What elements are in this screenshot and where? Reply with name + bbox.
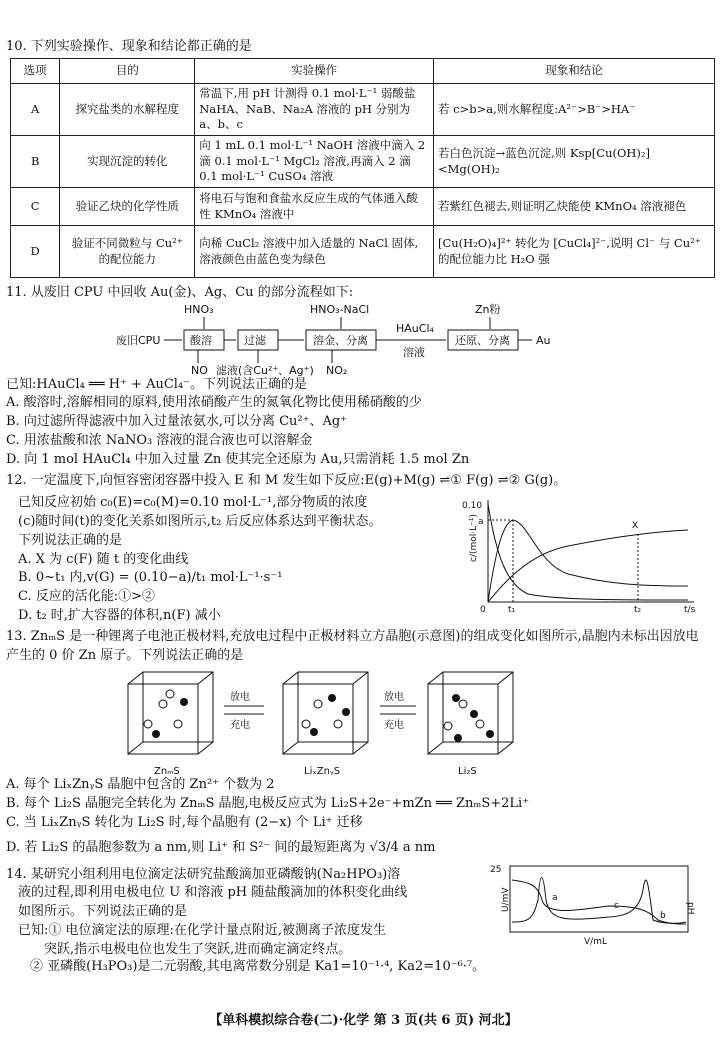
- flow-box-2-label: 过滤: [244, 334, 266, 347]
- q12-line: 已知反应初始 c₀(E)=c₀(M)=0.10 mol·L⁻¹,部分物质的浓度: [18, 495, 368, 510]
- flow-end: Au: [536, 334, 551, 347]
- cell-2-label: LiₓZnᵧS: [304, 766, 341, 777]
- q13-options: [6, 776, 718, 857]
- row-goal: 验证不同微粒与 Cu²⁺ 的配位能力: [60, 226, 195, 278]
- flow-start: 废旧CPU: [116, 334, 161, 347]
- row-operation: 向 1 mL 0.1 mol·L⁻¹ NaOH 溶液中滴入 2 滴 0.1 mol·L⁻¹ MgCl₂ 溶液,再滴入 2 滴 0.1 mol·L⁻¹ CuSO₄ 溶液: [195, 136, 434, 188]
- chart-xtick-0: 0: [480, 605, 486, 615]
- q11-known: 已知:HAuCl₄ ══ H⁺ + AuCl₄⁻。下列说法正确的是: [6, 377, 308, 392]
- q13-stem: 13. ZnₘS 是一种锂离子电池正极材料,充放电过程中正极材料立方晶胞(示意图)的组成变化如图所示,晶胞内未标出因放电产生的 0 价 Zn 原子。下列说法正确的是: [6, 629, 699, 663]
- recycling-flowchart: [100, 300, 570, 380]
- flow-reagent-4: Zn粉: [475, 303, 501, 316]
- q14-point-c: c: [614, 901, 619, 911]
- q12-line: (c)随时间(t)的变化关系如图所示,t₂ 后反应体系达到平衡状态。: [18, 513, 382, 529]
- flow-box-4-label: 还原、分离: [455, 334, 510, 347]
- q14-chart-y2label: pH: [685, 902, 695, 915]
- header-operation: 实验操作: [195, 59, 434, 84]
- table-row: [11, 226, 715, 278]
- flow-bottom-2: 滤液(含Cu²⁺、Ag⁺): [216, 364, 314, 377]
- page-footer: 【单科模拟综合卷(二)·化学 第 3 页(共 6 页) 河北】: [209, 1013, 518, 1028]
- q14-chart-ytick: 25: [490, 865, 502, 875]
- table-row: [11, 188, 715, 226]
- arrow1-bottom: 充电: [230, 720, 250, 731]
- row-option: C: [11, 188, 60, 226]
- row-option: A: [11, 84, 60, 136]
- arrow2-top: 放电: [384, 692, 404, 703]
- q11-option-b: B. 向过滤所得滤液中加入过量浓氨水,可以分离 Cu²⁺、Ag⁺: [6, 413, 348, 429]
- q14-text: [18, 884, 488, 959]
- row-result: 若 c>b>a,则水解程度:A²⁻>B⁻>HA⁻: [433, 84, 714, 136]
- table-row: [11, 84, 715, 136]
- cell-2-front: [283, 684, 353, 754]
- row-goal: 实现沉淀的转化: [60, 136, 195, 188]
- q14-point-a: a: [552, 893, 558, 903]
- q13-option-b: B. 每个 Li₂S 晶胞完全转化为 ZnₘS 晶胞,电极反应式为 Li₂S+2e⁻+mZn ══ ZnₘS+2Li⁺: [6, 795, 530, 811]
- q11-option-a: A. 酸溶时,溶解相同的原料,使用浓硝酸产生的氮氧化物比使用稀硝酸的少: [6, 395, 422, 410]
- chart-xtick-t2: t₂: [634, 605, 642, 615]
- flow-reagent-1: HNO₃: [184, 303, 214, 316]
- cell-3-front: [428, 684, 498, 754]
- q14-line: 如图所示。下列说法正确的是: [18, 903, 188, 919]
- table-header-row: [11, 59, 715, 84]
- chart-ylabel: c/(mol·L⁻¹): [469, 513, 479, 562]
- row-result: 若紫红色褪去,则证明乙炔能使 KMnO₄ 溶液褪色: [433, 188, 714, 226]
- chart-xlabel: t/s: [684, 605, 696, 615]
- q14-line: 液的过程,即利用电极电位 U 和溶液 pH 随盐酸滴加的体积变化曲线: [18, 885, 408, 900]
- header-result: 现象和结论: [433, 59, 714, 84]
- flow-mid-label-2: 溶液: [403, 346, 425, 359]
- q13-option-a: A. 每个 LiₓZnᵧS 晶胞中包含的 Zn²⁺ 个数为 2: [6, 777, 275, 792]
- row-result: [Cu(H₂O)₄]²⁺ 转化为 [CuCl₄]²⁻,说明 Cl⁻ 与 Cu²⁺ 的配位能力比 H₂O 强: [433, 226, 714, 278]
- cell-3-label: Li₂S: [458, 766, 477, 777]
- q10-stem: 10. 下列实验操作、现象和结论都正确的是: [6, 39, 252, 54]
- q14-chart-ylabel: U/mV: [501, 887, 511, 912]
- crystal-cell-diagram: [118, 664, 518, 780]
- experiment-table: [10, 58, 715, 278]
- q13-option-c: C. 当 LiₓZnᵧS 转化为 Li₂S 时,每个晶胞有 (2−x) 个 Li⁺ 迁移: [6, 814, 363, 830]
- flow-bottom-3: NO₂: [326, 364, 348, 377]
- row-operation: 常温下,用 pH 计测得 0.1 mol·L⁻¹ 弱酸盐 NaHA、NaB、Na₂A 溶液的 pH 分别为 a、b、c: [195, 84, 434, 136]
- row-operation: 向稀 CuCl₂ 溶液中加入适量的 NaCl 固体,溶液颜色由蓝色变为绿色: [195, 226, 434, 278]
- q12-line: 下列说法正确的是: [18, 532, 123, 548]
- table-row: [11, 136, 715, 188]
- q14-line: 突跃,指示电极电位也发生了突跃,进而确定滴定终点。: [44, 941, 352, 957]
- q11-options: [6, 394, 718, 469]
- header-goal: 目的: [60, 59, 195, 84]
- q14-point-b: b: [660, 911, 666, 921]
- flow-reagent-3: HNO₃-NaCl: [310, 303, 370, 316]
- cell-3-back: [443, 672, 513, 742]
- q13-option-d: D. 若 Li₂S 的晶胞参数为 a nm,则 Li⁺ 和 S²⁻ 间的最短距离为 √3/4 a nm: [6, 839, 436, 855]
- row-option: D: [11, 226, 60, 278]
- q12-chart: [458, 494, 708, 616]
- row-result: 若白色沉淀→蓝色沉淀,则 Ksp[Cu(OH)₂]<Mg(OH)₂: [433, 136, 714, 188]
- q12-option-b: B. 0~t₁ 内,v(G) = (0.10−a)/t₁ mol·L⁻¹·s⁻¹: [18, 570, 283, 586]
- flow-mid-label: HAuCl₄: [396, 322, 434, 335]
- header-option: 选项: [11, 59, 60, 84]
- q12-option-c: C. 反应的活化能:①>②: [18, 589, 156, 605]
- q14-stem: 14. 某研究小组利用电位滴定法研究盐酸滴加亚磷酸钠(Na₂HPO₃)溶: [6, 867, 401, 882]
- cell-2-back: [298, 672, 368, 742]
- q11-option-d: D. 向 1 mol HAuCl₄ 中加入过量 Zn 使其完全还原为 Au,只需消耗 1.5 mol Zn: [6, 451, 470, 467]
- q12-stem: 12. 一定温度下,向恒容密闭容器中投入 E 和 M 发生如下反应:E(g)+M(g) ⇌① F(g) ⇌② G(g)。: [6, 473, 567, 488]
- q11-option-c: C. 用浓盐酸和浓 NaNO₃ 溶液的混合液也可以溶解金: [6, 432, 313, 448]
- chart-xtick-t1: t₁: [508, 605, 516, 615]
- arrow1-top: 放电: [230, 692, 250, 703]
- cell-1-front: [128, 684, 198, 754]
- q14-line: 已知:① 电位滴定法的原理:在化学计量点附近,被测离子浓度发生: [18, 922, 387, 938]
- chart-ytick-a: a: [478, 517, 484, 527]
- flow-box-3-label: 溶金、分离: [313, 334, 368, 347]
- q14-chart-xlabel: V/mL: [584, 937, 607, 946]
- flow-box-1-label: 酸溶: [190, 334, 212, 347]
- row-goal: 探究盐类的水解程度: [60, 84, 195, 136]
- chart-series-x: [488, 530, 688, 602]
- q11-stem: 11. 从废旧 CPU 中回收 Au(金)、Ag、Cu 的部分流程如下:: [6, 285, 354, 300]
- cell-1-label: ZnₘS: [154, 766, 180, 777]
- row-goal: 验证乙炔的化学性质: [60, 188, 195, 226]
- chart-series-x-label: X: [632, 521, 639, 531]
- row-operation: 将电石与饱和食盐水反应生成的气体通入酸性 KMnO₄ 溶液中: [195, 188, 434, 226]
- chart-ytick-010: 0.10: [462, 501, 483, 511]
- q12-option-a: A. X 为 c(F) 随 t 的变化曲线: [18, 551, 189, 567]
- q14-text-2: [30, 958, 710, 977]
- arrow2-bottom: 充电: [384, 720, 404, 731]
- q14-chart: [488, 860, 708, 946]
- flow-bottom-1: NO: [191, 364, 208, 377]
- q12-text: [18, 494, 458, 626]
- q12-option-d: D. t₂ 时,扩大容器的体积,n(F) 减小: [18, 608, 221, 624]
- row-option: B: [11, 136, 60, 188]
- q14-line: ② 亚磷酸(H₃PO₃)是二元弱酸,其电离常数分别是 Ka1=10⁻¹·⁴, Ka2=10⁻⁶·⁷。: [30, 959, 486, 974]
